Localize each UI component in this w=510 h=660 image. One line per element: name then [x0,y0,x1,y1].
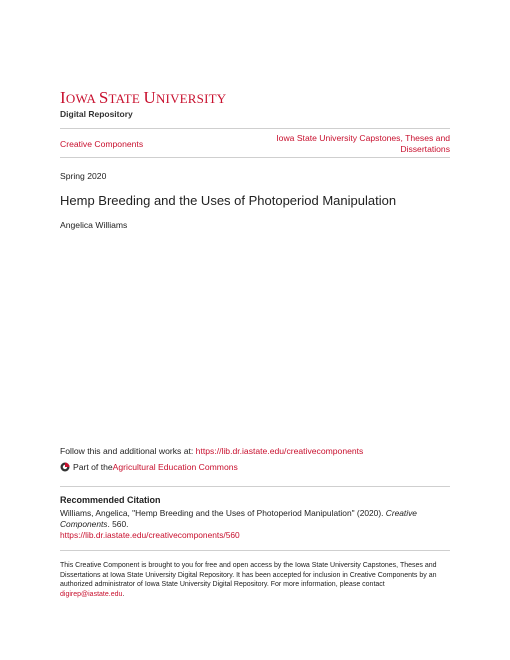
logo-letter: I [60,88,66,107]
publication-season: Spring 2020 [60,171,107,181]
citation-link[interactable]: https://lib.dr.iastate.edu/creativecomponents/560 [60,530,240,540]
follow-line [60,446,363,456]
logo-wordmark [60,89,226,108]
recommended-citation-heading: Recommended Citation [60,495,161,505]
citation-number: . 560. [107,519,129,529]
divider-citation [60,486,450,487]
citation-series: Creative Components [60,508,417,529]
agricultural-education-link[interactable]: Agricultural Education Commons [112,462,238,472]
part-prefix: Part of the [73,462,113,472]
divider-nav [60,157,450,158]
isu-logo[interactable] [60,89,226,119]
contact-email-link[interactable]: digirep@iastate.edu [60,590,123,598]
logo-subtitle: Digital Repository [60,109,133,119]
follow-prefix: Follow this and additional works at: [60,446,196,456]
notice-end: . [122,590,125,598]
network-icon [60,462,70,472]
follow-link[interactable]: https://lib.dr.iastate.edu/creativecomponents [195,446,364,456]
logo-letter: S [98,88,109,107]
capstones-link[interactable]: Iowa State University Capstones, Theses and Dissertations [276,133,450,154]
part-of-line [60,462,238,472]
document-title: Hemp Breeding and the Uses of Photoperiod Manipulation [60,193,397,208]
divider-notice [60,550,450,551]
divider-top [60,128,450,129]
logo-letters: OWA [65,91,99,106]
access-notice [60,561,450,599]
logo-letters: TATE [108,91,144,106]
logo-letters: NIVERSITY [155,91,227,106]
logo-letter: U [143,88,156,107]
author-name: Angelica Williams [60,220,128,230]
notice-text: This Creative Component is brought to you for free and open access by the Iowa State University Capstones, Theses and Dissertations at Iowa State University Digital Repository. It has been accepted for inclusion in Creative Components by an authorized administrator of Iowa State University Digital Repository. For more information, please contact [60,562,437,588]
citation-text [60,508,450,541]
citation-body: Williams, Angelica, "Hemp Breeding and the Uses of Photoperiod Manipulation" (2020). [60,508,386,518]
creative-components-link[interactable]: Creative Components [60,139,144,149]
